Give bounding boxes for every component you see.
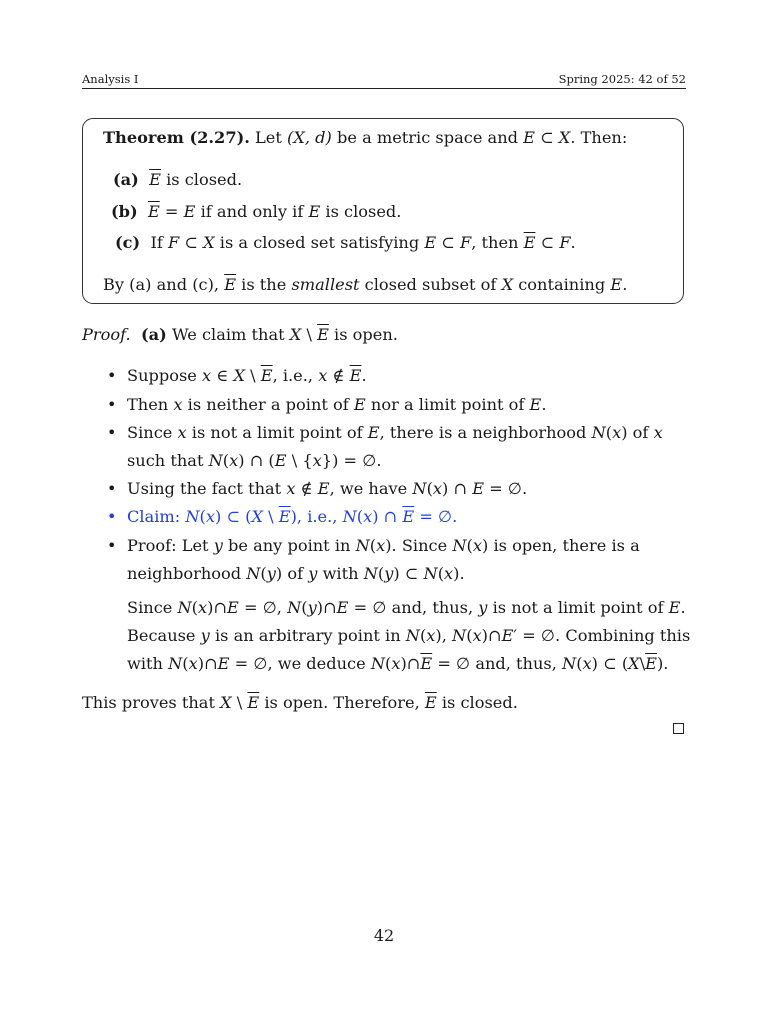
math: F bbox=[460, 233, 472, 252]
text: closed subset of bbox=[359, 275, 502, 294]
text: Let bbox=[249, 128, 288, 147]
math: E bbox=[353, 395, 366, 414]
math: X bbox=[501, 275, 514, 294]
math: x bbox=[318, 366, 328, 385]
text: nor a limit point of bbox=[365, 395, 530, 414]
math: N bbox=[355, 536, 370, 555]
math: x bbox=[376, 536, 386, 555]
math: F bbox=[559, 233, 571, 252]
text: is not a limit point of bbox=[186, 423, 368, 442]
math: $\overline{E}$ bbox=[224, 275, 237, 294]
text: By (a) and (c), bbox=[103, 275, 225, 294]
bullet-marker: • bbox=[107, 395, 117, 414]
text: is a closed set satisfying bbox=[214, 233, 425, 252]
text: This proves that bbox=[82, 693, 221, 712]
emphasis: smallest bbox=[291, 275, 360, 294]
header-course: Analysis I bbox=[82, 72, 139, 86]
theorem-item-b bbox=[111, 202, 401, 222]
math: N bbox=[177, 598, 192, 617]
math: x bbox=[177, 423, 187, 442]
text: of bbox=[282, 564, 309, 583]
text: , i.e., bbox=[296, 507, 343, 526]
math: $\overline{E}$ bbox=[349, 366, 362, 385]
math: x bbox=[612, 423, 622, 442]
text: is neither a point of bbox=[182, 395, 354, 414]
text: . Then: bbox=[570, 128, 628, 147]
math: x bbox=[582, 654, 592, 673]
text: We claim that bbox=[166, 325, 290, 344]
theorem-item-c: (c) If F ⊂ X is a closed set satisfying E ⊂ F, then $\overline{E}$ ⊂ F. bbox=[115, 233, 576, 252]
text: is closed. bbox=[436, 693, 518, 712]
math: x bbox=[426, 626, 436, 645]
text: Suppose bbox=[127, 366, 203, 385]
math: X bbox=[203, 233, 215, 252]
theorem-item-a bbox=[113, 170, 242, 190]
math: x bbox=[391, 654, 401, 673]
proof-label: Proof. bbox=[82, 325, 131, 344]
bullet-marker: • bbox=[107, 479, 117, 498]
proof-bullet-6-cont: neighborhood N(y) of y with N(y) ⊂ N(x). bbox=[127, 564, 465, 583]
math: E bbox=[317, 479, 330, 498]
text: with bbox=[127, 654, 169, 673]
proof-conclusion: This proves that X \ $\overline{E}$ is open. Therefore, $\overline{E}$ is closed. bbox=[82, 693, 518, 712]
text: is an arbitrary point in bbox=[209, 626, 406, 645]
math: x bbox=[286, 479, 296, 498]
math: $\overline{E}$ bbox=[317, 325, 329, 344]
text: , then bbox=[471, 233, 524, 252]
math: E bbox=[424, 233, 437, 252]
math: E bbox=[183, 202, 196, 221]
math: N bbox=[208, 451, 223, 470]
math: x bbox=[188, 654, 198, 673]
text: and, thus, bbox=[386, 598, 479, 617]
math: x bbox=[653, 423, 663, 442]
math: x bbox=[363, 507, 373, 526]
math: N bbox=[562, 654, 577, 673]
text: , there is a neighborhood bbox=[379, 423, 592, 442]
math: E bbox=[367, 423, 380, 442]
text: Since bbox=[127, 598, 178, 617]
math: N bbox=[246, 564, 261, 583]
proof-bullet-1: Suppose x ∈ X \ $\overline{E}$, i.e., x ∉ $\overline{E}$. bbox=[127, 366, 367, 385]
math: X bbox=[251, 507, 264, 526]
bullet-marker: • bbox=[107, 507, 117, 526]
math: N bbox=[168, 654, 183, 673]
math: N bbox=[287, 598, 302, 617]
math: E bbox=[529, 395, 542, 414]
proof-paragraph-line-1: Since N(x)∩E = ∅, N(y)∩E = ∅ and, thus, y is not a limit point of E. bbox=[127, 598, 686, 617]
theorem-title: Theorem (2.27). bbox=[103, 128, 250, 147]
text: such that bbox=[127, 451, 209, 470]
header-page-info: Spring 2025: 42 of 52 bbox=[558, 72, 686, 86]
page-number: 42 bbox=[373, 926, 395, 945]
math: y bbox=[213, 536, 223, 555]
math: $\overline{E}$ bbox=[645, 654, 657, 673]
item-label: (a) bbox=[113, 170, 139, 189]
item-label: (b) bbox=[111, 202, 138, 221]
proof-bullet-4: Using the fact that x ∉ E, we have N(x) ∩ E = ∅. bbox=[127, 479, 528, 498]
math: N bbox=[423, 564, 438, 583]
math: x bbox=[173, 395, 183, 414]
math: x bbox=[444, 564, 454, 583]
text: containing bbox=[513, 275, 611, 294]
math: $\overline{E}$ bbox=[149, 170, 161, 189]
text: Claim: bbox=[127, 507, 186, 526]
text: Proof: Let bbox=[127, 536, 214, 555]
math: $\overline{E}$ bbox=[420, 654, 433, 673]
proof-paragraph-line-3: with N(x)∩E = ∅, we deduce $N(x)\cap\overline{E}$ = ∅ and, thus, N(x) ⊂ $(X\backslash\overline{E})$. bbox=[127, 654, 669, 673]
running-header bbox=[82, 72, 686, 89]
math: E bbox=[274, 451, 287, 470]
text: is not a limit point of bbox=[487, 598, 669, 617]
math: E ⊂ X bbox=[523, 128, 571, 147]
math: x bbox=[197, 598, 208, 617]
part-label: (a) bbox=[140, 325, 167, 344]
math: $\overline{E}$ bbox=[402, 507, 415, 526]
proof-bullet-2: Then x is neither a point of E nor a limit point of E. bbox=[127, 395, 547, 414]
math: $\overline{E}$ bbox=[523, 233, 536, 252]
math: = bbox=[159, 202, 184, 221]
math: N bbox=[370, 654, 386, 673]
text: is closed. bbox=[320, 202, 402, 221]
math: N bbox=[452, 626, 467, 645]
theorem-statement bbox=[103, 128, 627, 148]
math: N bbox=[412, 479, 427, 498]
math: x bbox=[205, 507, 215, 526]
text: with bbox=[317, 564, 364, 583]
math: X bbox=[220, 693, 232, 712]
qed-square-icon bbox=[673, 723, 684, 734]
item-label: (c) bbox=[115, 233, 141, 252]
math: E bbox=[227, 598, 239, 617]
math: y bbox=[200, 626, 210, 645]
bullet-marker: • bbox=[107, 423, 117, 442]
math: $\overline{E}$ bbox=[278, 507, 291, 526]
math: N bbox=[342, 507, 357, 526]
math: x bbox=[472, 626, 482, 645]
proof-paragraph-line-2: Because y is an arbitrary point in N(x), N(x)∩E′ = ∅. Combining this bbox=[127, 626, 691, 645]
math: X bbox=[233, 366, 245, 385]
math: N bbox=[405, 626, 420, 645]
math: x bbox=[472, 536, 482, 555]
math: $\overline{E}$ bbox=[260, 366, 273, 385]
text: , we deduce bbox=[267, 654, 371, 673]
math: E bbox=[217, 654, 230, 673]
math: N bbox=[363, 564, 378, 583]
text: If bbox=[150, 233, 169, 252]
text: is the bbox=[236, 275, 292, 294]
text: is closed. bbox=[160, 170, 243, 189]
math: $\overline{E}$ bbox=[247, 693, 260, 712]
text: neighborhood bbox=[127, 564, 247, 583]
proof-bullet-6: Proof: Let y be any point in N(x). Since N(x) is open, there is a bbox=[127, 536, 640, 555]
math: F bbox=[168, 233, 180, 252]
math: X bbox=[289, 325, 302, 344]
text: , we have bbox=[329, 479, 413, 498]
text: of bbox=[627, 423, 654, 442]
math: y bbox=[384, 564, 394, 583]
text: be any point in bbox=[222, 536, 356, 555]
math: y bbox=[266, 564, 276, 583]
text: is open. Therefore, bbox=[259, 693, 425, 712]
math: E bbox=[501, 626, 514, 645]
math: y bbox=[307, 598, 317, 617]
math: E bbox=[308, 202, 321, 221]
math: (X, d) bbox=[287, 128, 332, 147]
text: , i.e., bbox=[272, 366, 319, 385]
bullet-marker: • bbox=[107, 366, 117, 385]
math: N bbox=[185, 507, 200, 526]
math: y bbox=[478, 598, 488, 617]
math: $\overline{E}$ bbox=[424, 693, 437, 712]
proof-bullet-3: Since x is not a limit point of E, there is a neighborhood N(x) of x bbox=[127, 423, 663, 442]
text: and, thus, bbox=[470, 654, 563, 673]
math: $\overline{E}$ bbox=[147, 202, 160, 221]
math: E bbox=[336, 598, 349, 617]
proof-bullet-3-cont: such that N(x) ∩ (E \ {x}) = ∅. bbox=[127, 451, 382, 470]
text: . Combining this bbox=[555, 626, 691, 645]
proof-bullet-5-claim: Claim: N(x) ⊂ (X \ $\overline{E}$), i.e., N(x) ∩ $\overline{E}$ = ∅. bbox=[127, 507, 458, 526]
bullet-marker: • bbox=[107, 536, 117, 555]
text: Since bbox=[127, 423, 178, 442]
math: X bbox=[628, 654, 640, 673]
math: E bbox=[668, 598, 681, 617]
math: N bbox=[591, 423, 606, 442]
proof-start: Proof. (a) We claim that X \ $\overline{E}$ is open. bbox=[82, 325, 398, 344]
math: x bbox=[202, 366, 212, 385]
math: x bbox=[229, 451, 239, 470]
text: Because bbox=[127, 626, 201, 645]
text: is open. bbox=[328, 325, 398, 344]
text: Then bbox=[127, 395, 174, 414]
text: be a metric space and bbox=[331, 128, 524, 147]
math: N bbox=[452, 536, 467, 555]
text: if and only if bbox=[195, 202, 309, 221]
text: is open, there is a bbox=[488, 536, 640, 555]
math: y bbox=[308, 564, 318, 583]
math: x bbox=[312, 451, 322, 470]
math: x bbox=[432, 479, 443, 498]
theorem-remark: By (a) and (c), $\overline{E}$ is the smallest closed subset of X containing E. bbox=[103, 275, 628, 294]
math: E bbox=[472, 479, 485, 498]
math: E bbox=[610, 275, 623, 294]
text: . Since bbox=[391, 536, 453, 555]
text: Using the fact that bbox=[127, 479, 287, 498]
